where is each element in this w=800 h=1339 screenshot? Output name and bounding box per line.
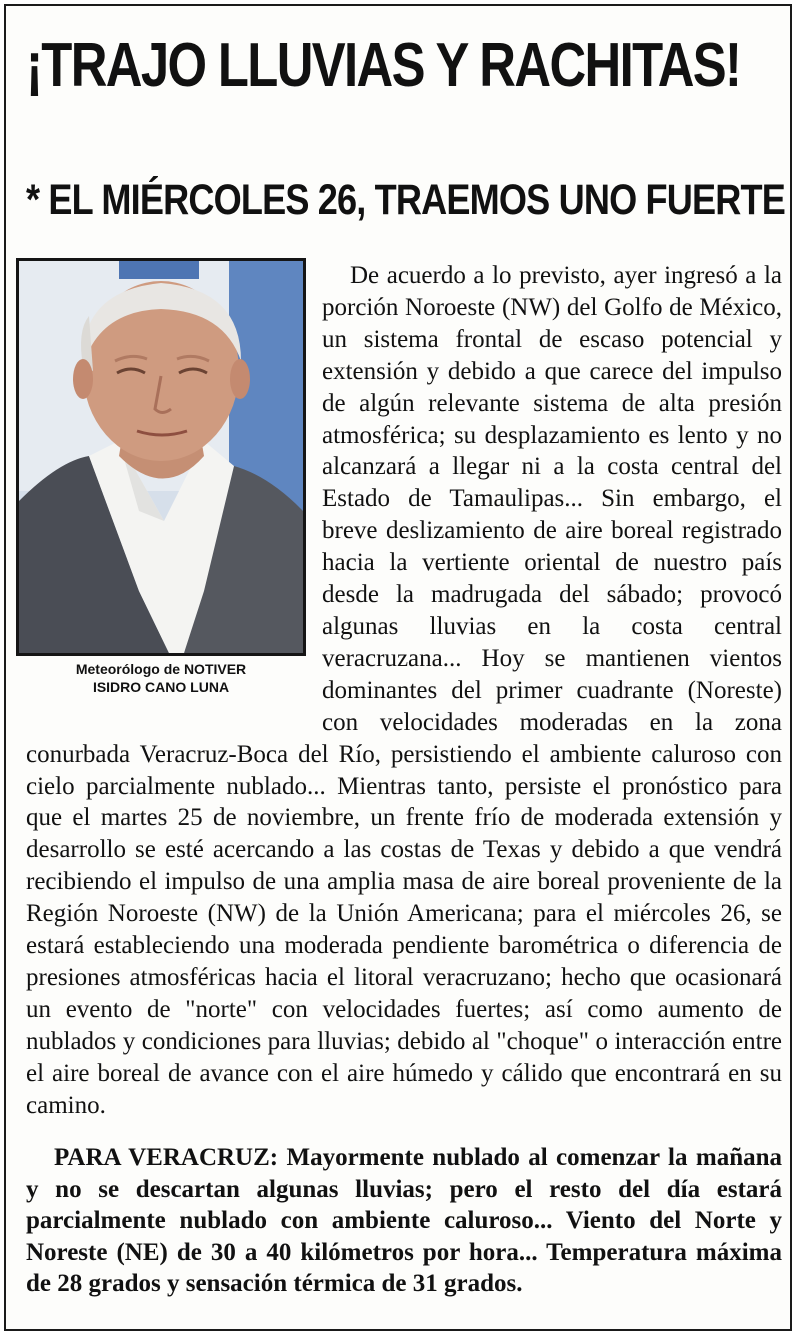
article-body [26,260,782,1121]
subheadline: * EL MIÉRCOLES 26, TRAEMOS UNO FUERTE [26,176,785,224]
newspaper-clipping [4,4,792,1331]
forecast-text: PARA VERACRUZ: Mayormente nublado al comenzar la mañana y no se descartan algunas lluvias; pero el resto del día estará parcialmente nublado con ambiente caluroso... Viento del Norte y Noreste (NE) de 30 a 40 kilómetros por hora... Temperatura máxima de 28 grados y sensación térmica de 31 grados. [26,1144,782,1297]
caption-name: ISIDRO CANO LUNA [92,679,230,695]
forecast-paragraph [26,1142,782,1300]
photo-wrap-spacer [26,260,322,718]
caption-title: Meteorólogo de NOTIVER [75,661,247,677]
body-paragraph: De acuerdo a lo previsto, ayer ingresó a la porción Noroeste (NW) del Golfo de México, un sistema frontal de escaso potencial y extensión y debido a que carece del impulso de algún relevante sistema de alta presión atmosférica; su desplazamiento es lento y no alcanzará a llegar ni a la costa central del Estado de Tamaulipas... Sin embargo, el breve deslizamiento de aire boreal registrado hacia la vertiente oriental de nuestro país desde la madrugada del sábado; provocó algunas lluvias en la costa central veracruzana... Hoy se mantienen vientos dominantes del primer cuadrante (Noreste) con velocidades moderadas en la zona conurbada Veracruz-Boca del Río, persistiendo el ambiente caluroso con cielo parcialmente nublado... Mientras tanto, persiste el pronóstico para que el martes 25 de noviembre, un frente frío de moderada extensión y desarrollo se esté acercando a las costas de Texas y debido a que vendrá recibiendo el impulso de una amplia masa de aire boreal proveniente de la Región Noroeste (NW) de la Unión Americana; para el miércoles 26, se estará estableciendo una moderada pendiente barométrica o diferencia de presiones atmosféricas hacia el litoral veracruzano; hecho que ocasionará un evento de "norte" con velocidades fuertes; así como aumento de nublados y condiciones para lluvias; debido al "choque" o interacción entre el aire boreal de avance con el aire húmedo y cálido que encontrará en su camino. [26,262,782,1119]
headline: ¡TRAJO LLUVIAS Y RACHITAS! [26,31,741,100]
